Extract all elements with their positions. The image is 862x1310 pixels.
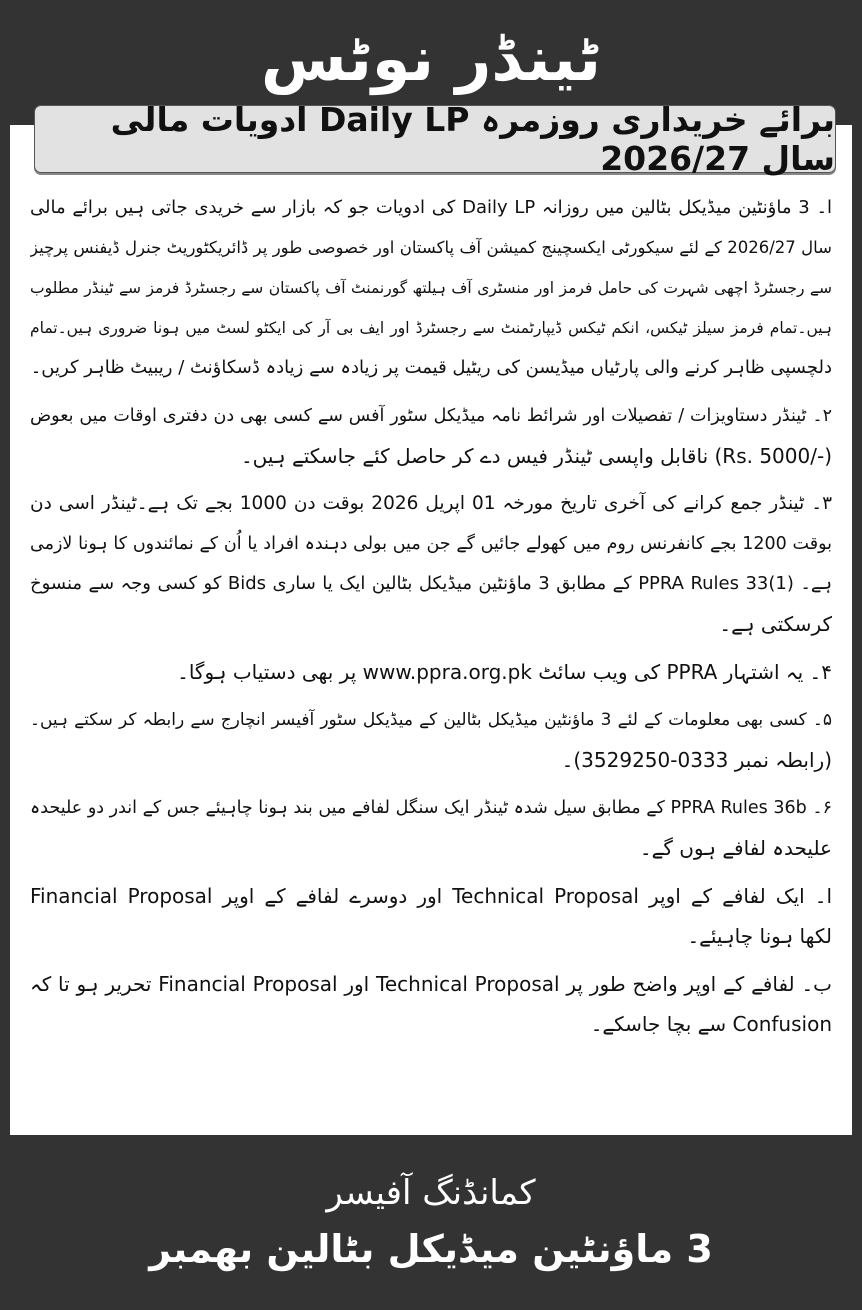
item-spacer [30,956,832,964]
signatory-designation: کمانڈنگ آفیسر [326,1173,536,1213]
notice-line: ۶۔ ⁦PPRA Rules 36b⁩ کے مطابق سیل شدہ ٹینڈر ایک سنگل لفافے میں بند ہونا چاہیئے جس کے اندر دو علیحدہ [30,798,832,818]
item-spacer [30,868,832,876]
notice-item [30,396,832,476]
signature-block [0,1135,862,1300]
notice-line: علیحدہ لفافے ہوں گے۔ [639,836,832,860]
notice-line: ہے۔ ⁦PPRA Rules 33(1)⁩ کے مطابق 3 ماؤنٹین میڈیکل بٹالین ایک یا ساری Bids کو کسی وجہ سے منسوخ [30,573,832,594]
item-spacer [30,1044,832,1052]
notice-line: ۲۔ ٹینڈر دستاویزات / تفصیلات اور شرائط نامہ میڈیکل سٹور آفس سے کسی بھی دن دفتری اوقات میں بعوض [30,406,832,426]
notice-line: Confusion سے بچا جاسکے۔ [590,1012,832,1036]
notice-item [30,484,832,644]
notice-line: ہیں۔تمام فرمز سیلز ٹیکس، انکم ٹیکس ڈیپارٹمنٹ سے رجسٹرڈ اور ایف بی آر کی ایکٹو لسٹ میں ہونا ضروری ہیں۔تمام [30,319,832,337]
notice-line: دلچسپی ظاہر کرنے والی پارٹیاں میڈیسن کی ریٹیل قیمت پر زیادہ سے زیادہ ڈسکاؤنٹ / ریبیٹ ظاہر کریں۔ [30,357,832,378]
notice-title: ٹینڈر نوٹس [260,22,602,95]
notice-item [30,964,832,1044]
item-spacer [30,780,832,788]
item-spacer [30,388,832,396]
notice-line: ⁦(Rs. 5000/-)⁩ ناقابل واپسی ٹینڈر فیس دے کر حاصل کئے جاسکتے ہیں۔ [240,444,832,468]
notice-line: ب۔ لفافے کے اوپر واضح طور پر Technical Proposal اور Financial Proposal تحریر ہو تا کہ [30,972,832,996]
notice-item [30,876,832,956]
notice-line: (رابطہ نمبر 0333-3529250)۔ [561,748,832,772]
notice-line: کرسکتی ہے۔ [719,612,832,636]
item-spacer [30,476,832,484]
notice-line: بوقت 1200 بجے کانفرنس روم میں کھولے جائیں گے جن میں بولی دہندہ افراد یا اُن کے نمائندوں کا ہونا لازمی [30,534,832,554]
notice-line: سے رجسٹرڈ اچھی شہرت کی حامل فرمز اور منسٹری آف ہیلتھ گورنمنٹ آف پاکستان سے رجسٹرڈ فرمز سے ٹینڈر مطلوب [30,279,832,297]
notice-item [30,700,832,780]
notice-line: ۴۔ یہ اشتہار PPRA کی ویب سائٹ www.ppra.org.pk پر بھی دستیاب ہوگا۔ [177,660,832,684]
notice-line: ۳۔ ٹینڈر جمع کرانے کی آخری تاریخ مورخہ 01 اپریل 2026 بوقت دن 1000 بجے تک ہے۔ٹینڈر اسی دن [30,493,832,514]
notice-line: لکھا ہونا چاہیئے۔ [687,924,832,948]
subtitle-text: برائے خریداری روزمرہ Daily LP ادویات مالی سال 2026/27 [110,100,835,178]
notice-line: ا۔ 3 ماؤنٹین میڈیکل بٹالین میں روزانہ Daily LP کی ادویات جو کہ بازار سے خریدی جاتی ہیں برائے مالی [30,197,832,218]
notice-line: ۵۔ کسی بھی معلومات کے لئے 3 ماؤنٹین میڈیکل بٹالین کے میڈیکل سٹور آفیسر انچارج سے رابطہ کر سکتے ہیں۔ [30,710,832,730]
item-spacer [30,692,832,700]
notice-item [30,188,832,388]
notice-item [30,788,832,868]
signatory-unit: 3 ماؤنٹین میڈیکل بٹالین بھمبر [149,1227,713,1271]
notice-item [30,652,832,692]
notice-subtitle [34,100,836,178]
item-spacer [30,644,832,652]
notice-line: سال 2026/27 کے لئے سیکورٹی ایکسچینج کمیشن آف پاکستان اور خصوصی طور پر ڈائریکٹوریٹ جنرل ڈیفنس پرچیز [30,238,832,257]
notice-content [30,188,832,1052]
notice-line: ا۔ ایک لفافے کے اوپر Technical Proposal اور دوسرے لفافے کے اوپر Financial Proposal [30,884,832,908]
